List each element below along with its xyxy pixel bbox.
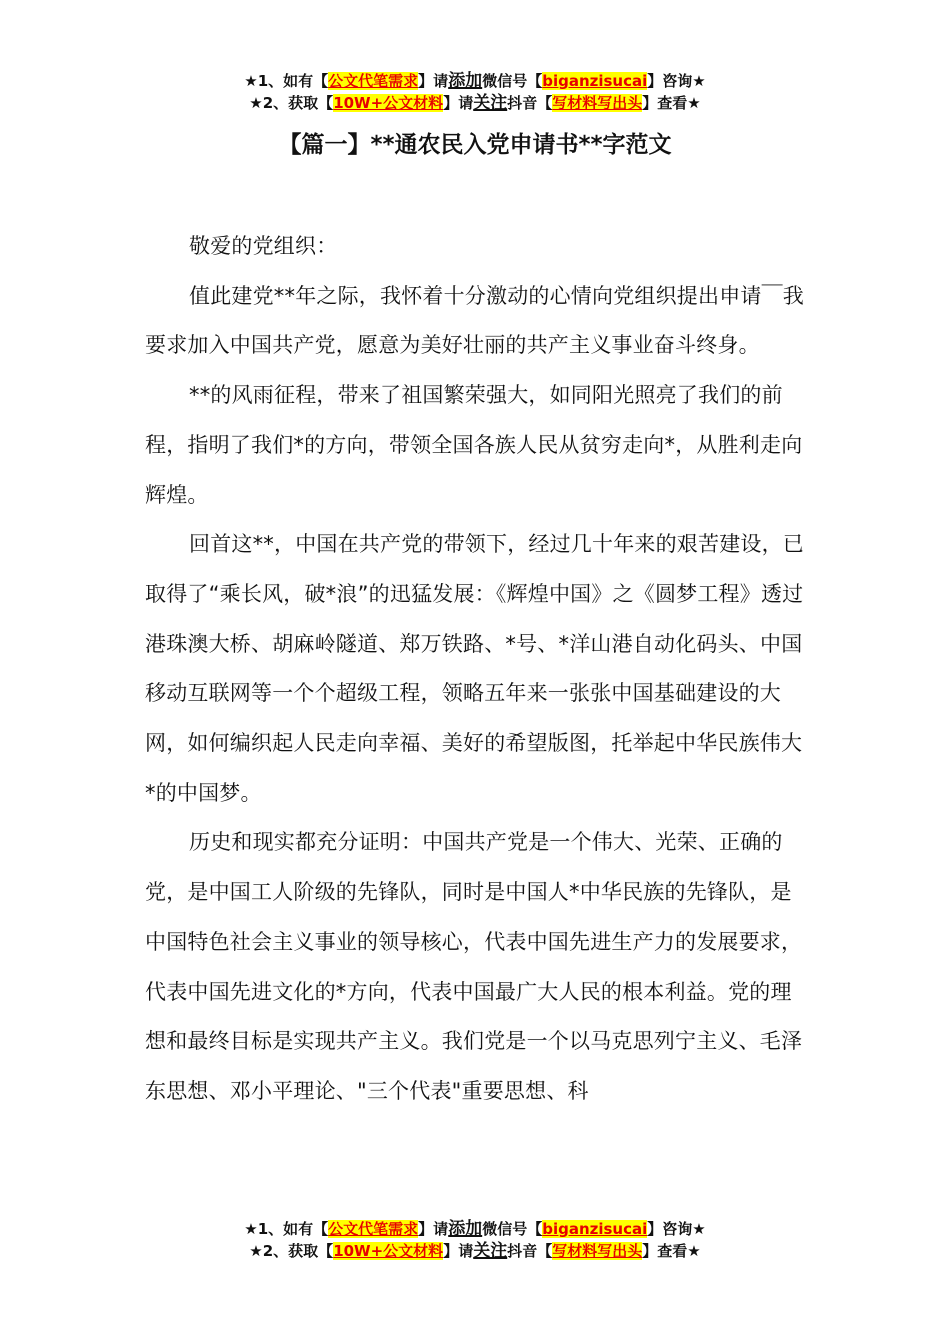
document-body <box>145 222 807 1117</box>
promo-text: 抖音【 <box>507 94 553 112</box>
promo-highlight: 10W+公文材料 <box>333 94 444 112</box>
promo-line-2 <box>0 92 950 114</box>
salutation: 敬爱的党组织： <box>189 234 338 258</box>
promo-underlined: 关注 <box>473 1241 508 1261</box>
promo-text: 】请 <box>418 72 449 90</box>
header-promo-banner <box>0 70 950 114</box>
promo-highlight: 公文代笔需求 <box>328 1220 419 1238</box>
document-title: 【篇一】**通农民入党申请书**字范文 <box>278 132 672 158</box>
body-paragraph: **的风雨征程，带来了祖国繁荣强大，如同阳光照亮了我们的前程，指明了我们*的方向，带领全国各族人民从贫穷走向*，从胜利走向辉煌。 <box>145 383 803 507</box>
body-paragraph: 历史和现实都充分证明：中国共产党是一个伟大、光荣、正确的党，是中国工人阶级的先锋队，同时是中国人*中华民族的先锋队，是中国特色社会主义事业的领导核心，代表中国先进生产力的发展要求，代表中国先进文化的*方向，代表中国最广大人民的根本利益。党的理想和最终目标是实现共产主义。我们党是一个以马克思列宁主义、毛泽东思想、邓小平理论、"三个代表"重要思想、科 <box>145 830 803 1103</box>
promo-text: 抖音【 <box>507 1242 553 1260</box>
promo-text: 】查看★ <box>642 94 701 112</box>
promo-highlight: biganzisucai <box>542 1220 648 1238</box>
promo-line-1 <box>0 70 950 92</box>
promo-text: 】请 <box>418 1220 449 1238</box>
promo-highlight: 写材料写出头 <box>552 1242 643 1260</box>
promo-line-1 <box>0 1218 950 1240</box>
promo-highlight: 公文代笔需求 <box>328 72 419 90</box>
promo-text: 】请 <box>443 1242 474 1260</box>
promo-text: ★1、如有【 <box>244 72 329 90</box>
promo-underlined: 添加 <box>448 71 483 91</box>
promo-text: ★2、获取【 <box>249 1242 334 1260</box>
promo-text: ★1、如有【 <box>244 1220 329 1238</box>
body-paragraph: 回首这**，中国在共产党的带领下，经过几十年来的艰苦建设，已取得了“乘长风，破*浪”的迅猛发展：《辉煌中国》之《圆梦工程》透过港珠澳大桥、胡麻岭隧道、郑万铁路、*号、*洋山港自动化码头、中国移动互联网等一个个超级工程，领略五年来一张张中国基础建设的大网，如何编织起人民走向幸福、美好的希望版图，托举起中华民族伟大*的中国梦。 <box>145 532 804 805</box>
promo-underlined: 关注 <box>473 93 508 113</box>
promo-highlight: biganzisucai <box>542 72 648 90</box>
body-paragraph: 值此建党**年之际，我怀着十分激动的心情向党组织提出申请￣我要求加入中国共产党，愿意为美好壮丽的共产主义事业奋斗终身。 <box>145 283 804 358</box>
promo-text: 】查看★ <box>642 1242 701 1260</box>
footer-promo-banner <box>0 1218 950 1262</box>
promo-text: 微信号【 <box>482 1220 543 1238</box>
promo-highlight: 10W+公文材料 <box>333 1242 444 1260</box>
promo-line-2 <box>0 1240 950 1262</box>
promo-text: ★2、获取【 <box>249 94 334 112</box>
promo-underlined: 添加 <box>448 1219 483 1239</box>
promo-text: 】咨询★ <box>647 1220 706 1238</box>
promo-text: 】请 <box>443 94 474 112</box>
promo-text: 微信号【 <box>482 72 543 90</box>
promo-highlight: 写材料写出头 <box>552 94 643 112</box>
promo-text: 】咨询★ <box>647 72 706 90</box>
